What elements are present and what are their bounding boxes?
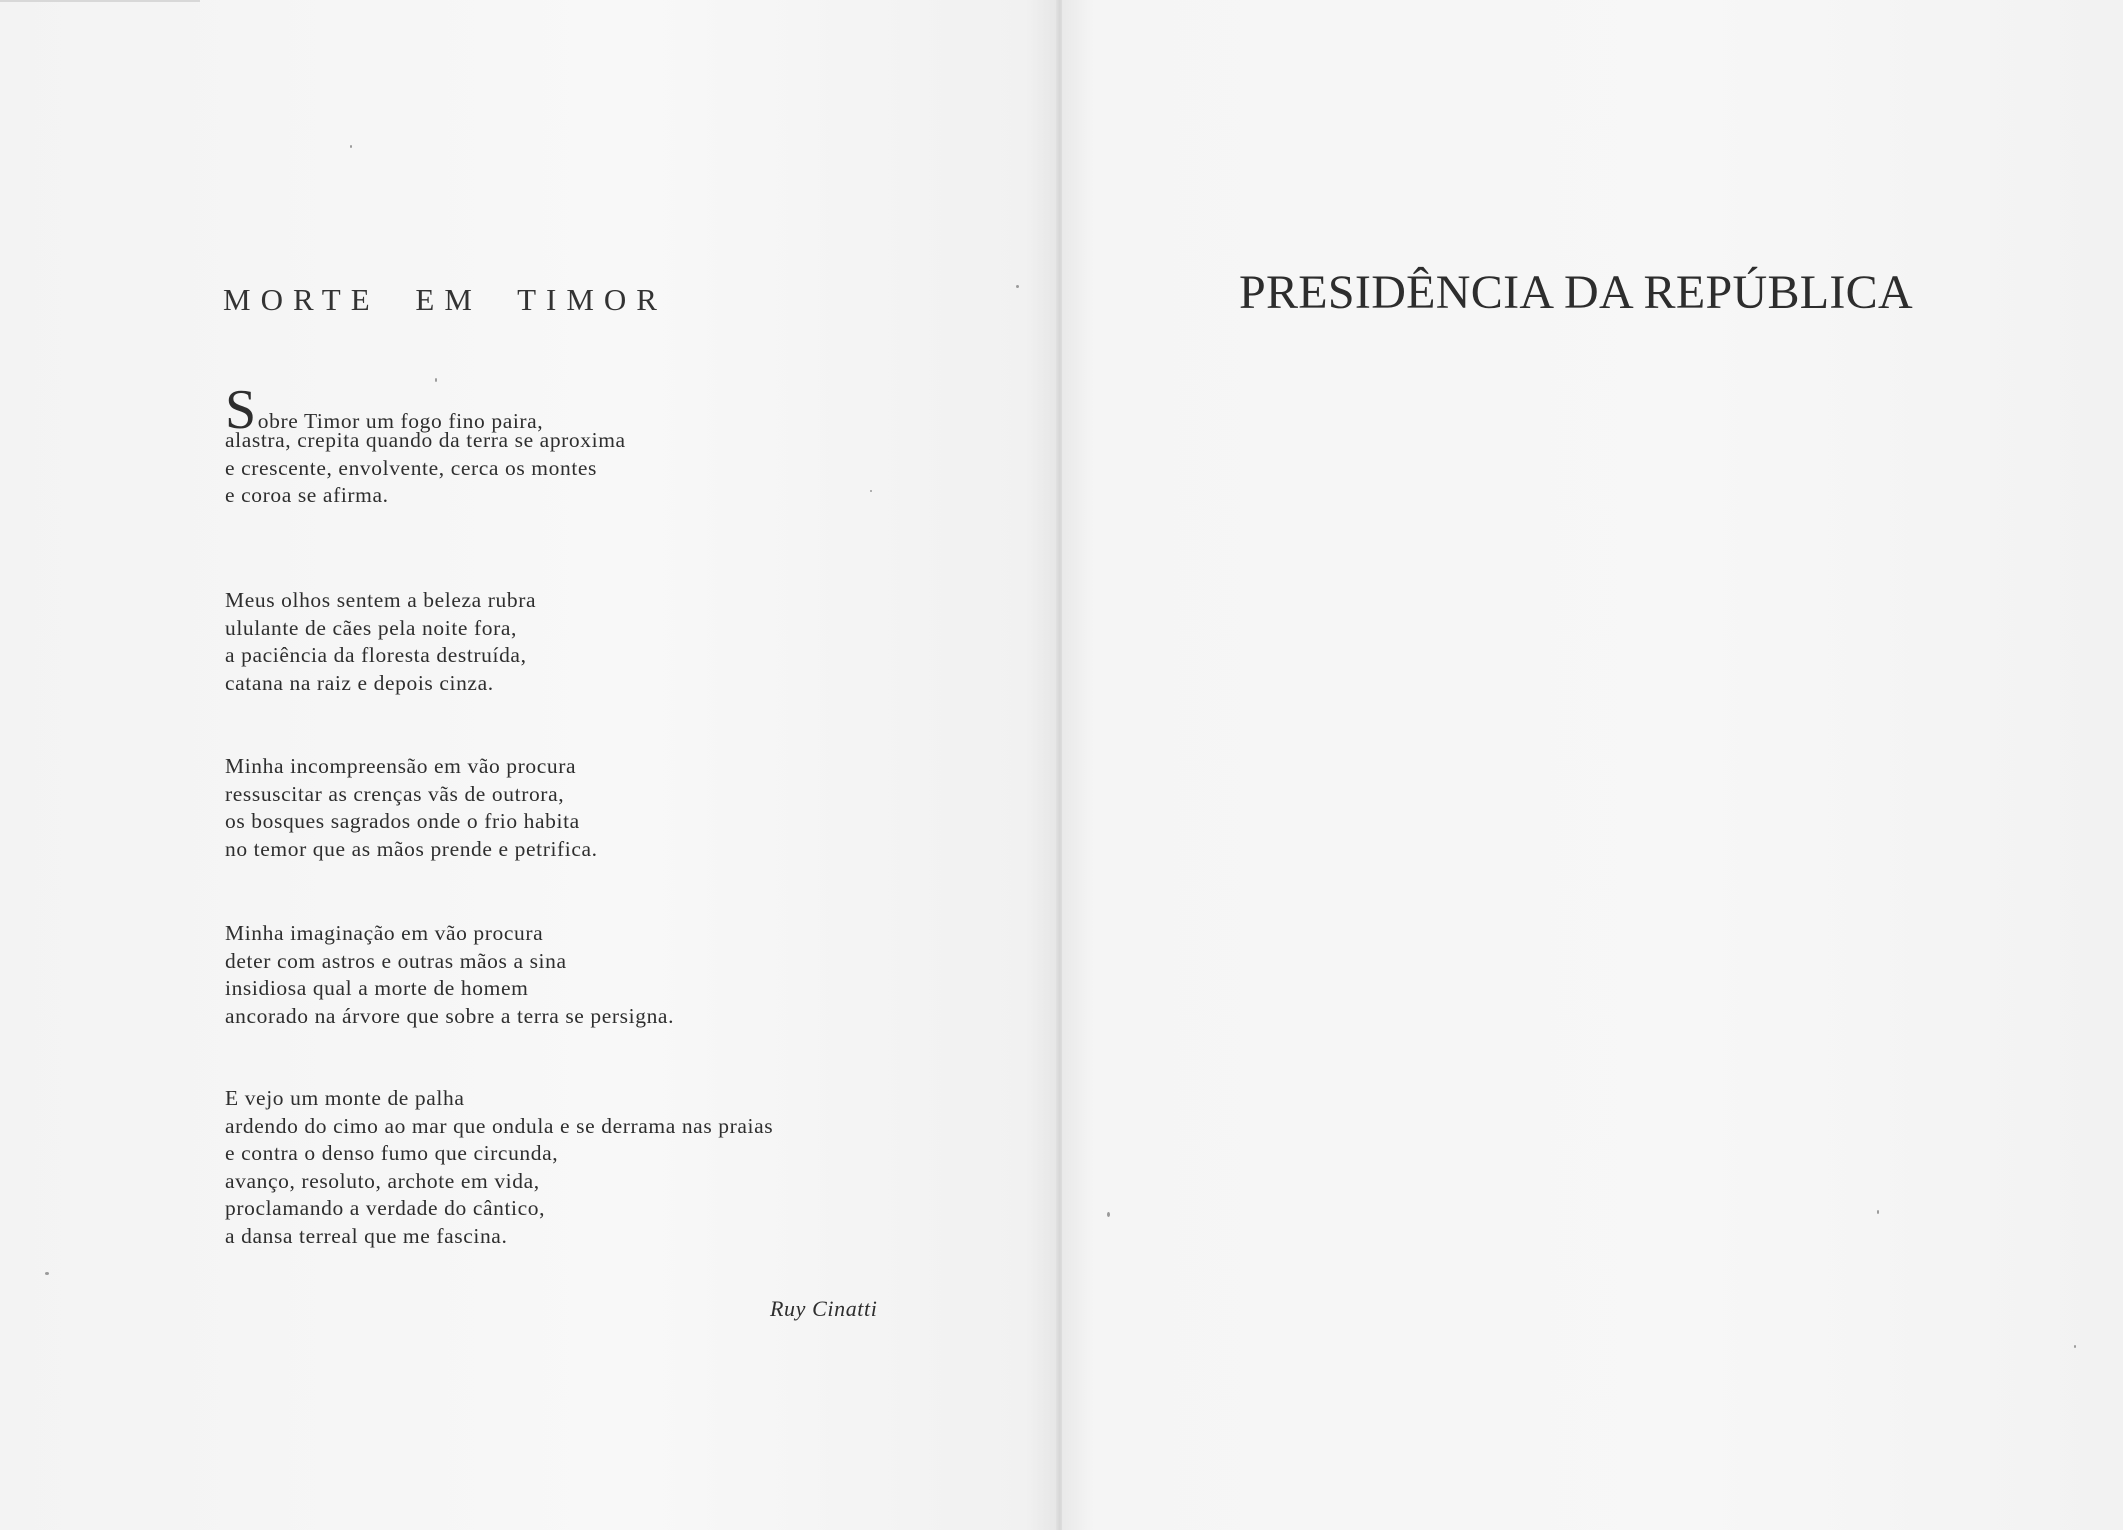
poem-line: Minha imaginação em vão procura [225,921,544,945]
poem-line: ancorado na árvore que sobre a terra se persigna. [225,1003,675,1028]
poem-line: ardendo do cimo ao mar que ondula e se derrama nas praias [225,1113,774,1138]
poem-line: obre Timor um fogo fino paira, [257,409,544,433]
stanza-3 [225,753,598,863]
right-page [1062,0,2123,1530]
poem-title: MORTE EM TIMOR [223,282,667,317]
poem-line: a dansa terreal que me fascina. [225,1223,508,1248]
poem-line: os bosques sagrados onde o frio habita [225,809,580,834]
paper-speck [45,1272,49,1275]
stanza-4 [225,920,674,1030]
poem-line: insidiosa qual a morte de homem [225,976,529,1001]
paper-speck [435,378,437,382]
poem-line: catana na raiz e depois cinza. [225,670,494,695]
stanza-2 [225,587,536,697]
poem-line: e contra o denso fumo que circunda, [225,1141,559,1166]
stanza-5 [225,1085,773,1251]
page-edge-shadow [0,0,200,2]
poem-line: ululante de cães pela noite fora, [225,615,518,640]
poem-author: Ruy Cinatti [770,1296,878,1321]
poem-line: a paciência da floresta destruída, [225,643,527,668]
paper-speck [1877,1210,1879,1214]
paper-speck [870,490,872,492]
paper-speck [350,145,352,148]
poem-line: e coroa se afirma. [225,483,389,508]
drop-cap: S [225,379,257,441]
poem-line: Minha incompreensão em vão procura [225,754,577,778]
poem-line: avanço, resoluto, archote em vida, [225,1168,540,1193]
poem-line: E vejo um monte de palha [225,1086,465,1110]
poem-line: deter com astros e outras mãos a sina [225,948,567,973]
poem-line: e crescente, envolvente, cerca os montes [225,455,598,480]
poem-line: ressuscitar as crenças vãs de outrora, [225,781,565,806]
paper-speck [1016,285,1019,288]
poem-line: no temor que as mãos prende e petrifica. [225,836,598,861]
paper-speck [1107,1212,1110,1217]
left-page [0,0,1058,1530]
poem-line: Meus olhos sentem a beleza rubra [225,588,537,612]
institution-heading: PRESIDÊNCIA DA REPÚBLICA [1239,266,1913,319]
stanza-1 [225,379,626,510]
poem-line: proclamando a verdade do cântico, [225,1196,546,1221]
paper-speck [2074,1345,2076,1348]
poem-line: alastra, crepita quando da terra se aproxima [225,428,626,452]
